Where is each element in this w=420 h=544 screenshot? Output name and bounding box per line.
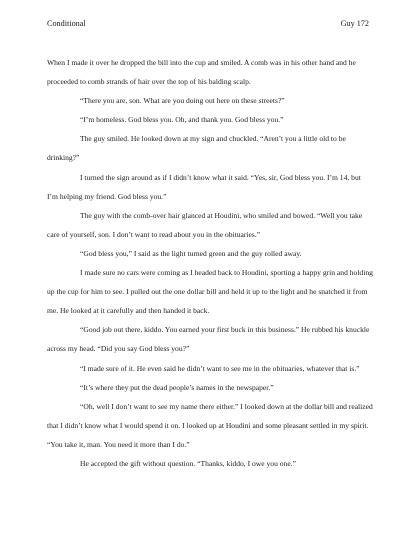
- body-text: [47, 53, 373, 473]
- paragraph-13: He accepted the gift without question. “Thanks, kiddo, I owe you one.”: [80, 458, 296, 468]
- paragraph-3: “I’m homeless. God bless you. Oh, and thank you. God bless you.”: [80, 115, 284, 125]
- paragraph-4: The guy smiled. He looked down at my sign and chuckled. “Aren’t you a little old to be drinking?”: [47, 134, 346, 163]
- paragraph-1: When I made it over he dropped the bill into the cup and smiled. A comb was in his other hand and he proceeded to comb strands of hair over the top of his balding scalp.: [47, 58, 356, 87]
- paragraph-7: “God bless you,” I said as the light turned green and the guy rolled away.: [80, 248, 302, 258]
- paragraph-10: “I made sure of it. He even said he didn’t want to see me in the obituaries, whatever that is.”: [80, 363, 360, 373]
- paragraph-8: I made sure no cars were coming as I headed back to Houdini, sporting a happy grin and holding up the cup for him to see. I pulled out the one dollar bill and held it up to the light and he snatched it from me. He looked at it carefully and then handed it back.: [47, 268, 373, 316]
- paragraph-9: “Good job out there, kiddo. You earned your first buck in this business.” He rubbed his knuckle across my head. “Did you say God bless you?”: [47, 325, 370, 354]
- paragraph-2: “There you are, son. What are you doing out here on these streets?”: [80, 96, 285, 106]
- paragraph-11: “It’s where they put the dead people’s names in the newspaper.”: [80, 382, 274, 392]
- paragraph-6: The guy with the comb-over hair glanced at Houdini, who smiled and bowed. “Well you take care of yourself, son. I don’t want to read about you in the obituaries.”: [47, 210, 363, 239]
- header-page-label: Guy 172: [340, 19, 369, 28]
- paragraph-12: “Oh, well I don’t want to see my name there either.” I looked down at the dollar bill and realized that I didn’t know what I would spend it on. I looked up at Houdini and some pleasant settled in my spirit. “You take it, man. You need it more than I do.”: [47, 401, 373, 449]
- header-title: Conditional: [47, 19, 86, 28]
- paragraph-5: I turned the sign around as if I didn’t know what it said. “Yes, sir, God bless you. I’m 14, but I’m helping my friend. God bless you.”: [47, 172, 361, 201]
- running-header: [47, 18, 369, 30]
